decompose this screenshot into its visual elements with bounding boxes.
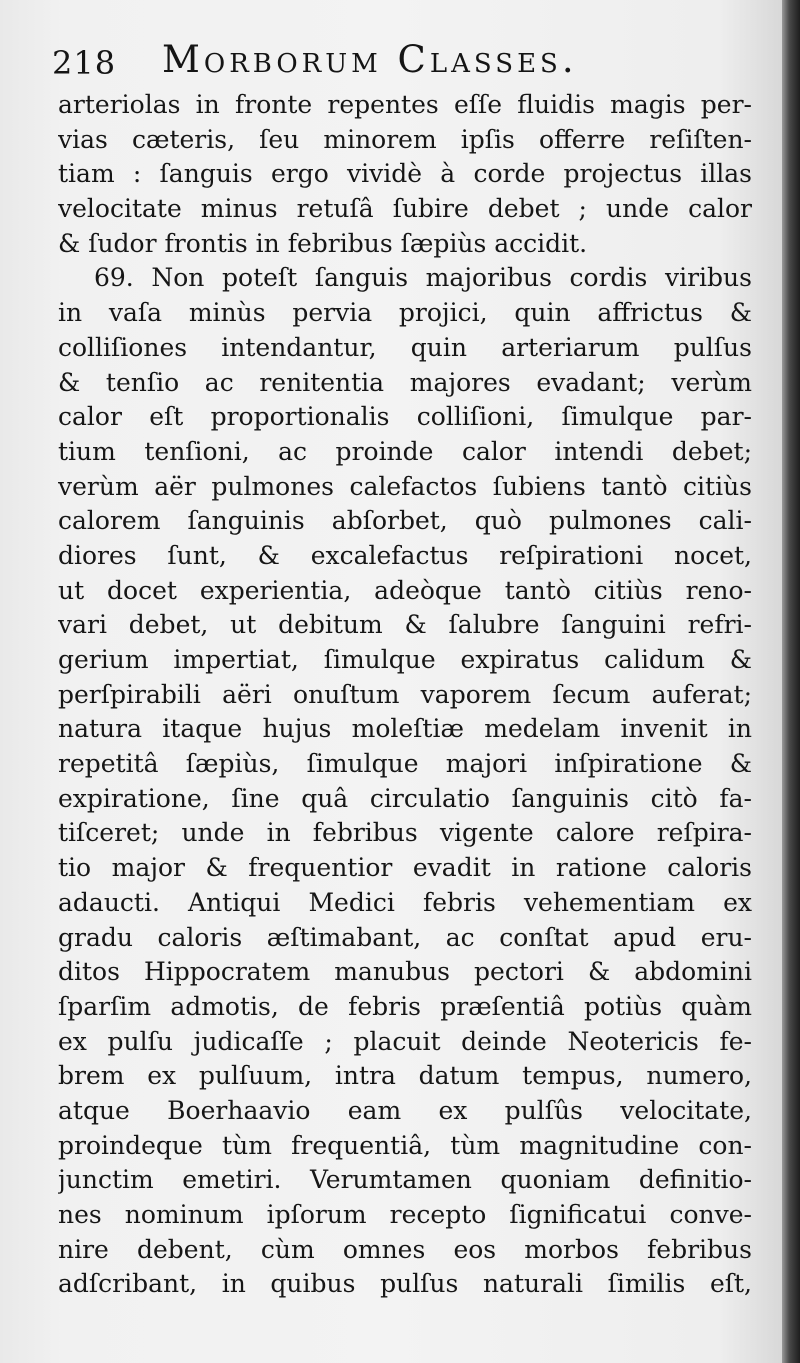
- text-line: vias cæteris, ſeu minorem ipſis offerre reſiſten-: [58, 124, 752, 154]
- text-line: & tenſio ac renitentia majores evadant; verùm: [58, 367, 752, 397]
- text-line: proindeque tùm frequentiâ, tùm magnitudine con-: [58, 1130, 752, 1160]
- paragraph-start-line: 69. Non poteſt ſanguis majoribus cordis viribus: [94, 263, 752, 293]
- text-line: junctim emetiri. Verumtamen quoniam definitio-: [58, 1165, 752, 1195]
- text-line: tiam : ſanguis ergo vividè à corde projectus illas: [58, 159, 752, 189]
- text-line: & ſudor frontis in febribus ſæpiùs accidit.: [58, 228, 588, 258]
- text-line: natura itaque hujus moleſtiæ medelam invenit in: [58, 714, 752, 744]
- text-line: nes nominum ipſorum recepto ſignificatui conve-: [58, 1200, 752, 1229]
- text-line: arteriolas in fronte repentes eſſe fluidis magis per-: [58, 90, 752, 119]
- text-line: velocitate minus retuſâ ſubire debet ; unde calor: [58, 194, 752, 224]
- page-number: 218: [52, 44, 117, 82]
- text-line: adaucti. Antiqui Medici febris vehementiam ex: [58, 887, 752, 917]
- text-line: diores ſunt, & excalefactus reſpirationi nocet,: [58, 540, 752, 570]
- text-line: repetitâ ſæpiùs, ſimulque majori inſpiratione &: [58, 749, 752, 779]
- running-title: Morborum Classes.: [162, 38, 578, 81]
- text-line: gerium impertiat, ſimulque expiratus calidum &: [58, 645, 752, 674]
- text-line: verùm aër pulmones calefactos ſubiens tantò citiùs: [58, 471, 752, 501]
- text-line: calor eſt proportionalis colliſioni, ſimulque par-: [58, 402, 752, 432]
- text-line: ditos Hippocratem manubus pectori & abdomini: [58, 957, 752, 987]
- body-text: [58, 88, 752, 1302]
- text-line: expiratione, ſine quâ circulatio ſanguinis citò fa-: [58, 783, 752, 813]
- text-line: tiſceret; unde in febribus vigente calore reſpira-: [58, 818, 752, 848]
- text-line: ex pulſu judicaſſe ; placuit deinde Neotericis fe-: [58, 1026, 752, 1056]
- text-line: tium tenſioni, ac proinde calor intendi debet;: [58, 436, 752, 466]
- text-line: tio major & frequentior evadit in ratione caloris: [58, 853, 752, 883]
- text-line: brem ex pulſuum, intra datum tempus, numero,: [58, 1061, 752, 1091]
- text-line: perſpirabili aëri onuſtum vaporem ſecum auferat;: [58, 679, 752, 709]
- text-line: gradu caloris æſtimabant, ac conſtat apud eru-: [58, 922, 752, 952]
- page-header: [52, 38, 752, 88]
- text-line: ut docet experientia, adeòque tantò citiùs reno-: [58, 575, 752, 605]
- text-line: vari debet, ut debitum & ſalubre ſanguini refri-: [58, 610, 752, 640]
- text-line: calorem ſanguinis abſorbet, quò pulmones cali-: [58, 506, 752, 536]
- text-line: colliſiones intendantur, quin arteriarum pulſus: [58, 332, 752, 362]
- text-line: atque Boerhaavio eam ex pulſûs velocitate,: [58, 1095, 752, 1125]
- page-edge-shadow: [782, 0, 800, 1363]
- text-line: nire debent, cùm omnes eos morbos febribus: [58, 1234, 752, 1264]
- text-line: in vaſa minùs pervia projici, quin affrictus &: [58, 298, 752, 328]
- text-line: adſcribant, in quibus pulſus naturali ſimilis eſt,: [58, 1269, 752, 1299]
- text-line: ſparſim admotis, de febris præſentiâ potiùs quàm: [58, 991, 752, 1021]
